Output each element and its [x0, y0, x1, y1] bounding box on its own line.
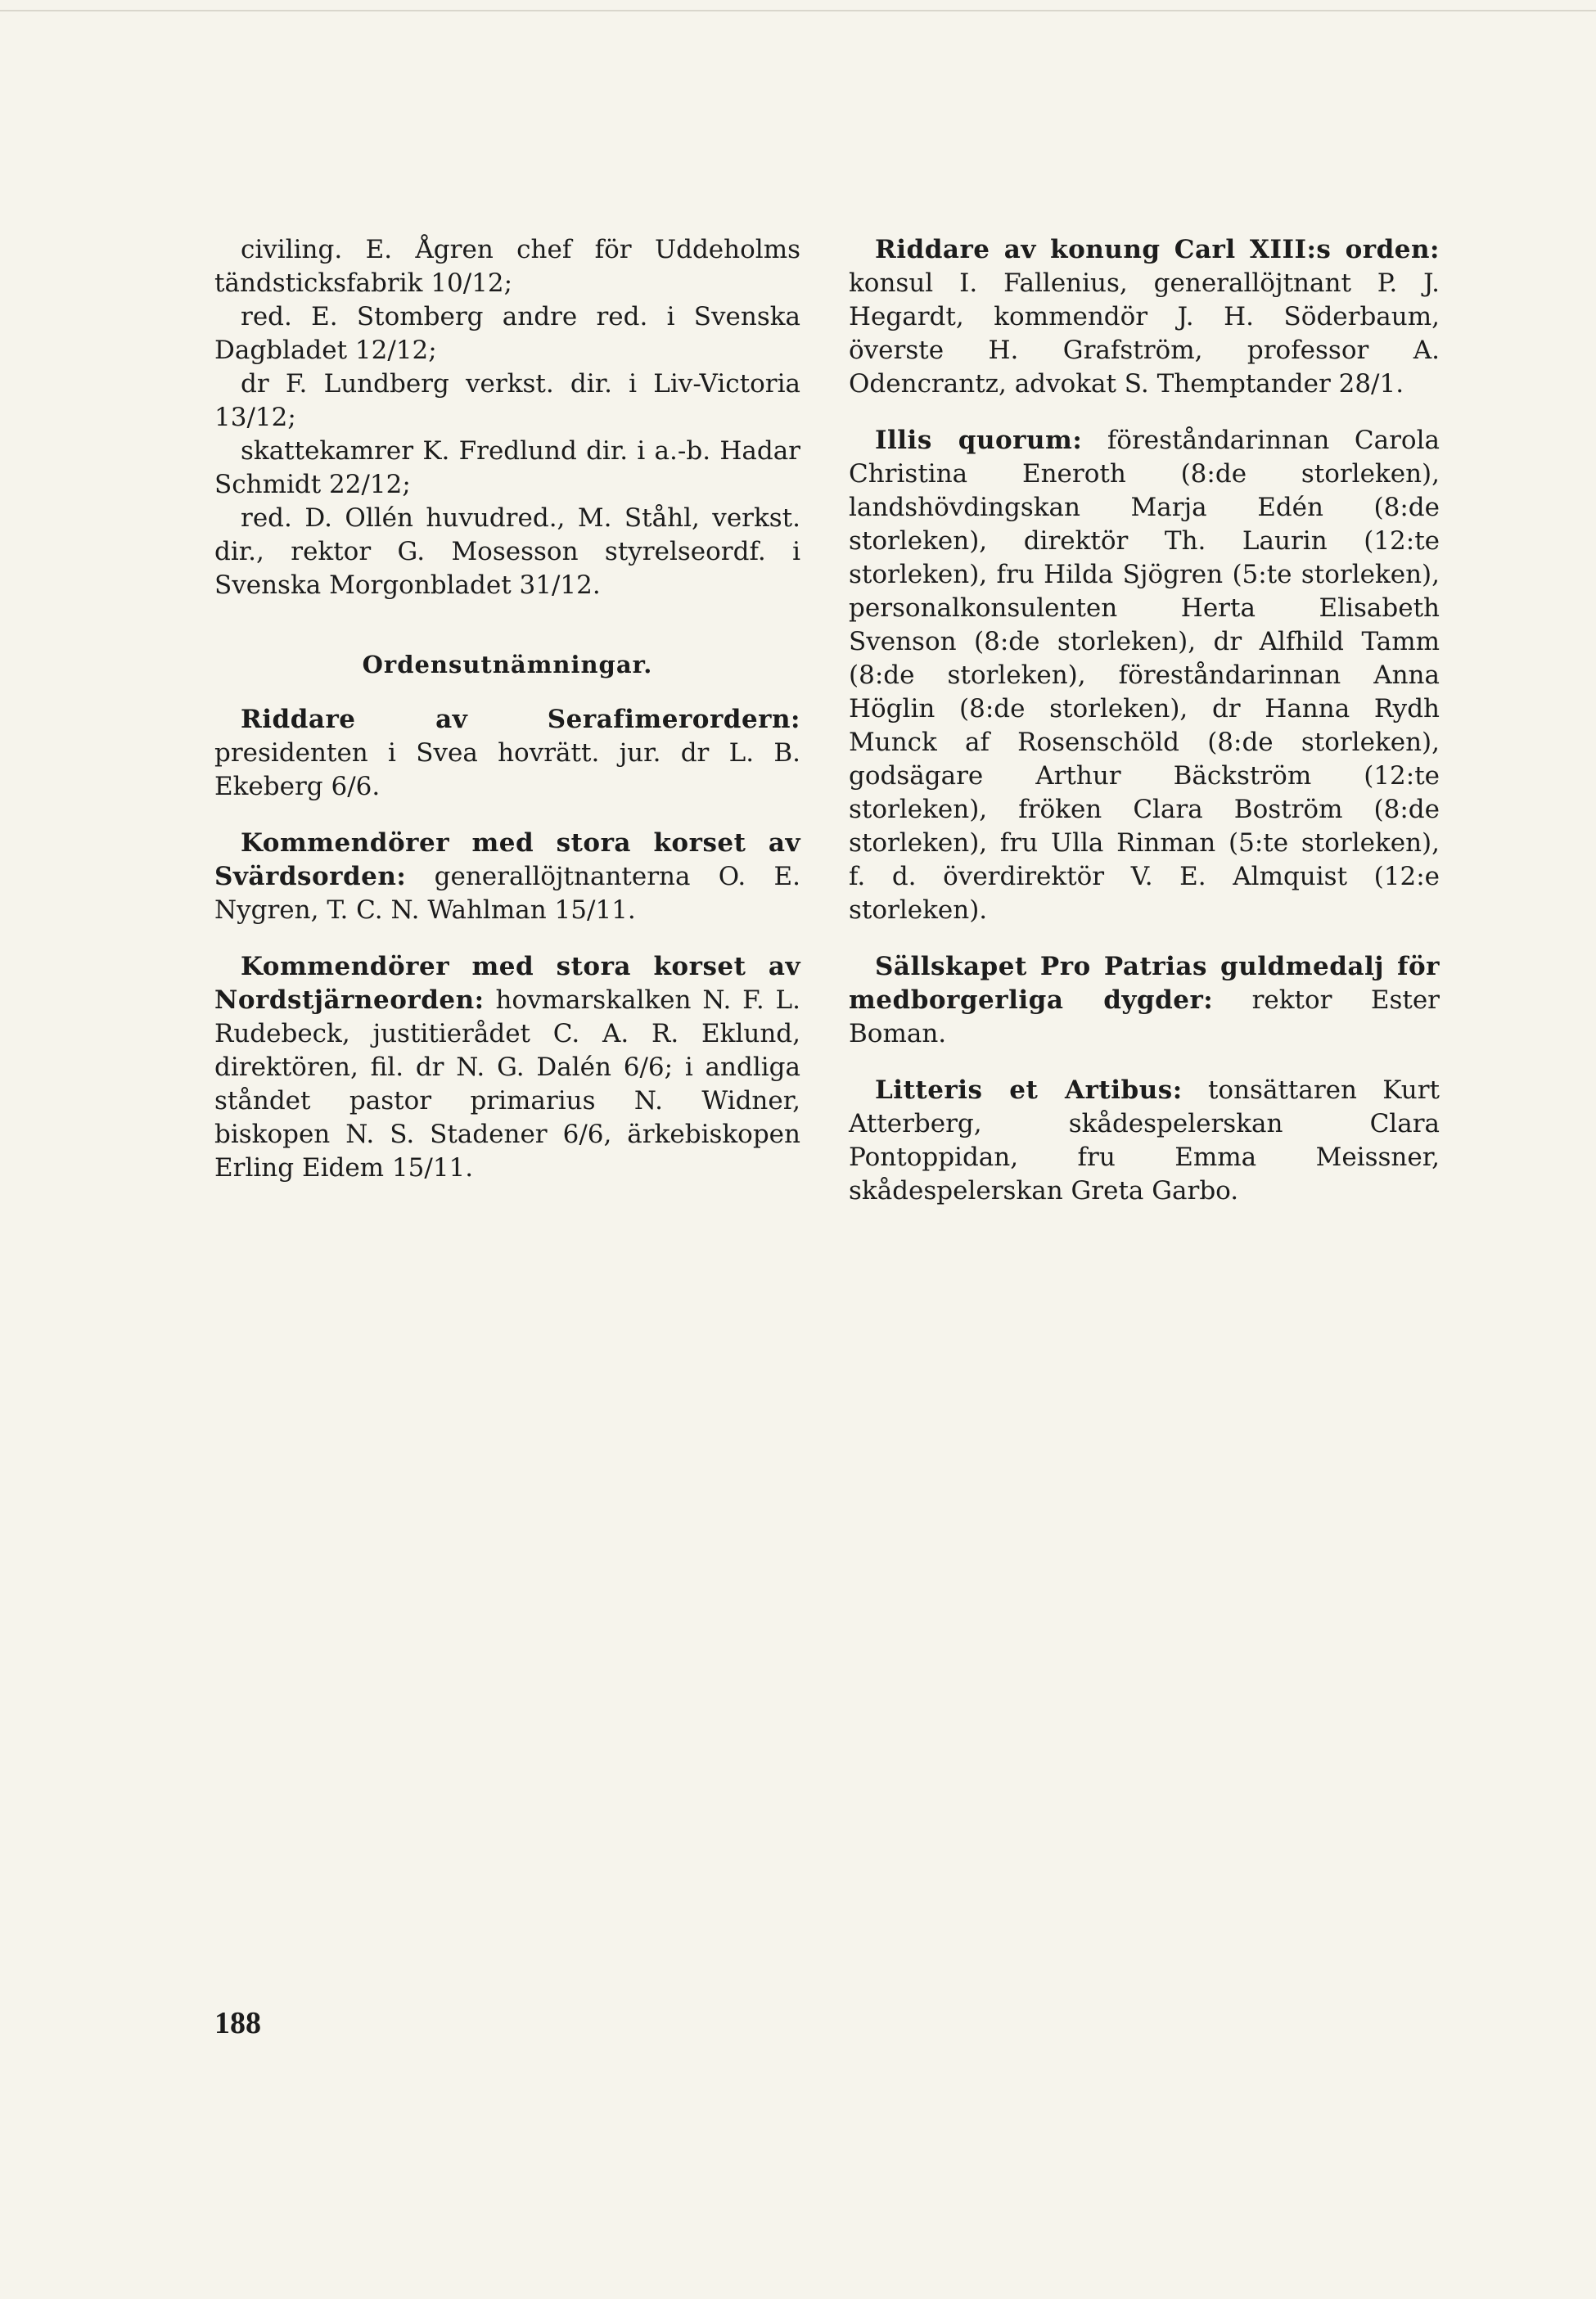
scan-edge-line — [0, 10, 1596, 11]
order-title: Kommendörer med stora korset av Svärdsorden: — [214, 828, 800, 891]
order-title: Riddare av konung Carl XIII:s orden: — [875, 235, 1440, 264]
order-section — [849, 1074, 1440, 1208]
appointment-entry: red. D. Ollén huvudred., M. Ståhl, verkst. dir., rektor G. Mosesson styrelseordf. i Svenska Morgonbladet 31/12. — [214, 503, 800, 600]
order-recipients: konsul I. Fallenius, generallöjtnant P. J. Hegardt, kommendör J. H. Söderbaum, överste H. Grafström, professor A. Odencrantz, advokat S. Themptander 28/1. — [849, 268, 1440, 399]
section-heading: Ordensutnämningar. — [362, 651, 653, 678]
appointment-entry: red. E. Stomberg andre red. i Svenska Dagbladet 12/12; — [214, 302, 800, 365]
order-title: Kommendörer med stora korset av Nordstjärneorden: — [214, 952, 800, 1015]
order-title: Riddare av Serafimerordern: — [241, 705, 800, 734]
order-recipients: föreståndarinnan Carola Christina Eneroth (8:de storleken), landshövdingskan Marja Edén (8:de storleken), direktör Th. Laurin (12:te storleken), fru Hilda Sjögren (5:te storleken), personalkonsulenten Herta Elisabeth Svenson (8:de storleken), dr Alfhild Tamm (8:de storleken), föreståndarinnan Anna Höglin (8:de storleken), dr Hanna Rydh Munck af Rosenschöld (8:de storleken), godsägare Arthur Bäckström (12:te storleken), fröken Clara Boström (8:de storleken), fru Ulla Rinman (5:te storleken), f. d. överdirektör V. E. Almquist (12:e storleken). — [849, 426, 1440, 925]
order-title: Illis quorum: — [875, 426, 1083, 455]
order-section — [849, 950, 1440, 1051]
appointment-entry: civiling. E. Ågren chef för Uddeholms tändsticksfabrik 10/12; — [214, 235, 800, 298]
order-section — [849, 424, 1440, 927]
order-recipients: hovmarskalken N. F. L. Rudebeck, justitierådet C. A. R. Eklund, direktören, fil. dr N. G. Dalén 6/6; i andliga ståndet pastor primarius N. Widner, biskopen N. S. Stadener 6/6, ärkebiskopen Erling Eidem 15/11. — [214, 985, 800, 1183]
order-recipients: generallöjtnanterna O. E. Nygren, T. C. N. Wahlman 15/11. — [214, 862, 800, 925]
appointment-entry: dr F. Lundberg verkst. dir. i Liv-Victoria 13/12; — [214, 369, 800, 432]
order-section — [214, 950, 800, 1185]
order-recipients: rektor Ester Boman. — [849, 985, 1440, 1048]
appointment-entry: skattekamrer K. Fredlund dir. i a.-b. Hadar Schmidt 22/12; — [214, 436, 800, 499]
order-recipients: presidenten i Svea hovrätt. jur. dr L. B. Ekeberg 6/6. — [214, 738, 800, 801]
left-column — [214, 233, 800, 1185]
order-title: Litteris et Artibus: — [875, 1075, 1183, 1105]
order-title: Sällskapet Pro Patrias guldmedalj för medborgerliga dygder: — [849, 952, 1440, 1015]
order-section — [214, 827, 800, 927]
order-recipients: tonsättaren Kurt Atterberg, skådespelerskan Clara Pontoppidan, fru Emma Meissner, skådespelerskan Greta Garbo. — [849, 1075, 1440, 1206]
order-section — [849, 233, 1440, 401]
order-section — [214, 703, 800, 804]
page-number: 188 — [214, 2006, 261, 2040]
right-column — [849, 233, 1440, 1208]
